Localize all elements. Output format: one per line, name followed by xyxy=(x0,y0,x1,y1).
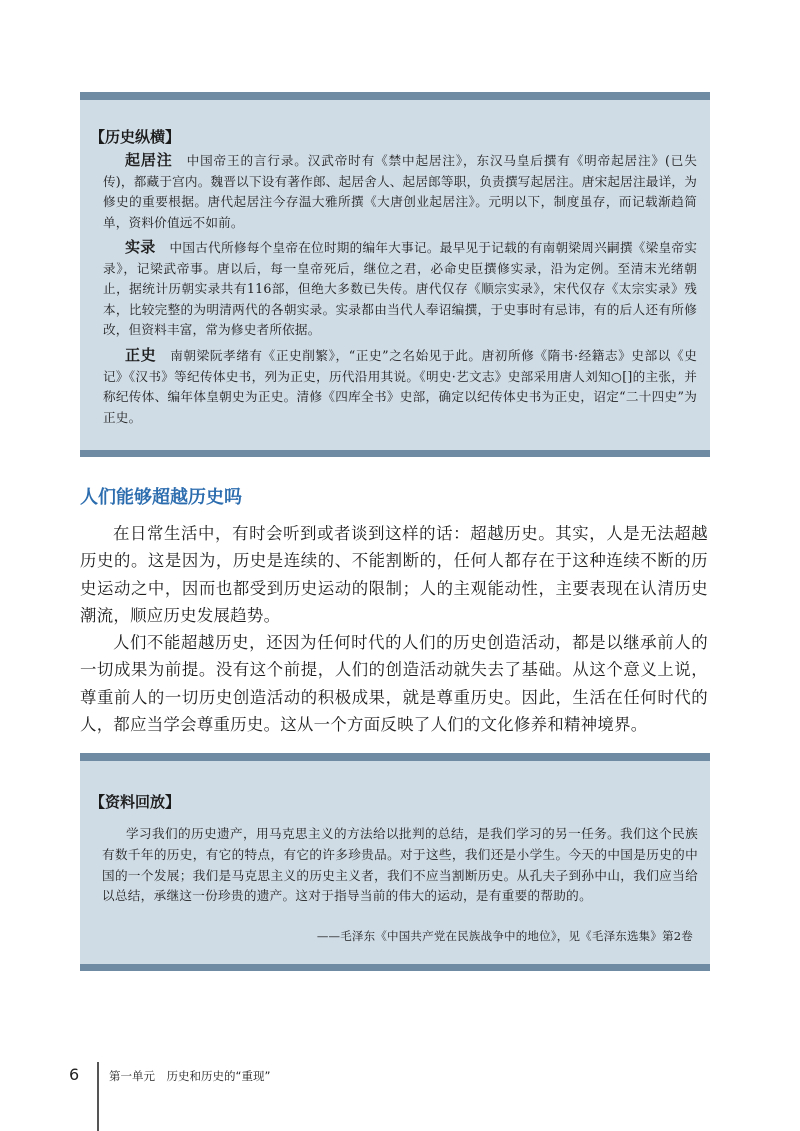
entry-text: 中国帝王的言行录。汉武帝时有《禁中起居注》，东汉马皇后撰有《明帝起居注》(已失传)，都藏于宫内。魏晋以下设有著作郎、起居舍人、起居郎等职，负责撰写起居注。唐宋起居注最详，为修史的重要根据。唐代起居注今存温大雅所撰《大唐创业起居注》。元明以下，制度虽存，而记载渐趋简单，资料价值远不如前。 xyxy=(103,153,697,230)
entry-qijuzhu xyxy=(103,150,697,233)
quote-attribution: ——毛泽东《中国共产党在民族战争中的地位》，见《毛泽东选集》第2卷 xyxy=(316,929,693,943)
quote-text: 学习我们的历史遗产，用马克思主义的方法给以批判的总结，是我们学习的另一任务。我们这个民族有数千年的历史，有它的特点，有它的许多珍贵品。对于这些，我们还是小学生。今天的中国是历史的中国的一个发展；我们是马克思主义的历史主义者，我们不应当割断历史。从孔夫子到孙中山，我们应当给以总结，承继这一份珍贵的遗产。这对于指导当前的伟大的运动，是有重要的帮助的。 xyxy=(102,826,698,904)
entry-term: 起居注 xyxy=(125,151,173,169)
history-sidebar-box xyxy=(80,92,710,457)
box-bottom-bar xyxy=(80,964,710,971)
footer-divider xyxy=(97,1062,99,1131)
box-top-bar xyxy=(80,753,710,761)
body-paragraph: 在日常生活中，有时会听到或者谈到这样的话：超越历史。其实，人是无法超越历史的。这是因为，历史是连续的、不能割断的，任何人都存在于这种连续不断的历史运动之中，因而也都受到历史运动的限制；人的主观能动性，主要表现在认清历史潮流，顺应历史发展趋势。 xyxy=(80,524,708,626)
entry-text: 南朝梁阮孝绪有《正史削繁》，“正史”之名始见于此。唐初所修《隋书·经籍志》史部以《史记》《汉书》等纪传体史书，列为正史，历代沿用其说。《明史·艺文志》史部采用唐人刘知○[]的主张，并称纪传体、编年体皇朝史为正史。清修《四库全书》史部，确定以纪传体史书为正史，诏定“二十四史”为正史。 xyxy=(103,348,697,425)
source-quote-box xyxy=(80,753,710,971)
box-label: 【历史纵横】 xyxy=(90,128,181,146)
entry-term: 实录 xyxy=(125,238,156,256)
entry-text: 中国古代所修每个皇帝在位时期的编年大事记。最早见于记载的有南朝梁周兴嗣撰《梁皇帝实录》，记梁武帝事。唐以后，每一皇帝死后，继位之君，必命史臣撰修实录，沿为定例。至清末光绪朝止，据统计历朝实录共有116部，但绝大多数已失传。唐代仅存《顺宗实录》，宋代仅存《太宗实录》残本，比较完整的为明清两代的各朝实录。实录都由当代人奉诏编撰，于史事时有忌讳，有的后人还有所修改，但资料丰富，常为修史者所依据。 xyxy=(103,240,697,337)
box-label: 【资料回放】 xyxy=(90,793,181,811)
page-number: 6 xyxy=(69,1065,80,1084)
box-bottom-bar xyxy=(80,450,710,457)
box-top-bar xyxy=(80,92,710,100)
entry-zhengshi xyxy=(103,345,697,428)
entry-term: 正史 xyxy=(125,346,157,364)
running-footer-title: 第一单元 历史和历史的“重现” xyxy=(109,1069,271,1083)
body-paragraph: 人们不能超越历史，还因为任何时代的人们的历史创造活动，都是以继承前人的一切成果为前提。没有这个前提，人们的创造活动就失去了基础。从这个意义上说，尊重前人的一切历史创造活动的积极成果，就是尊重历史。因此，生活在任何时代的人，都应当学会尊重历史。这从一个方面反映了人们的文化修养和精神境界。 xyxy=(80,633,708,735)
section-heading: 人们能够超越历史吗 xyxy=(80,487,242,508)
entry-shilu xyxy=(103,237,697,341)
